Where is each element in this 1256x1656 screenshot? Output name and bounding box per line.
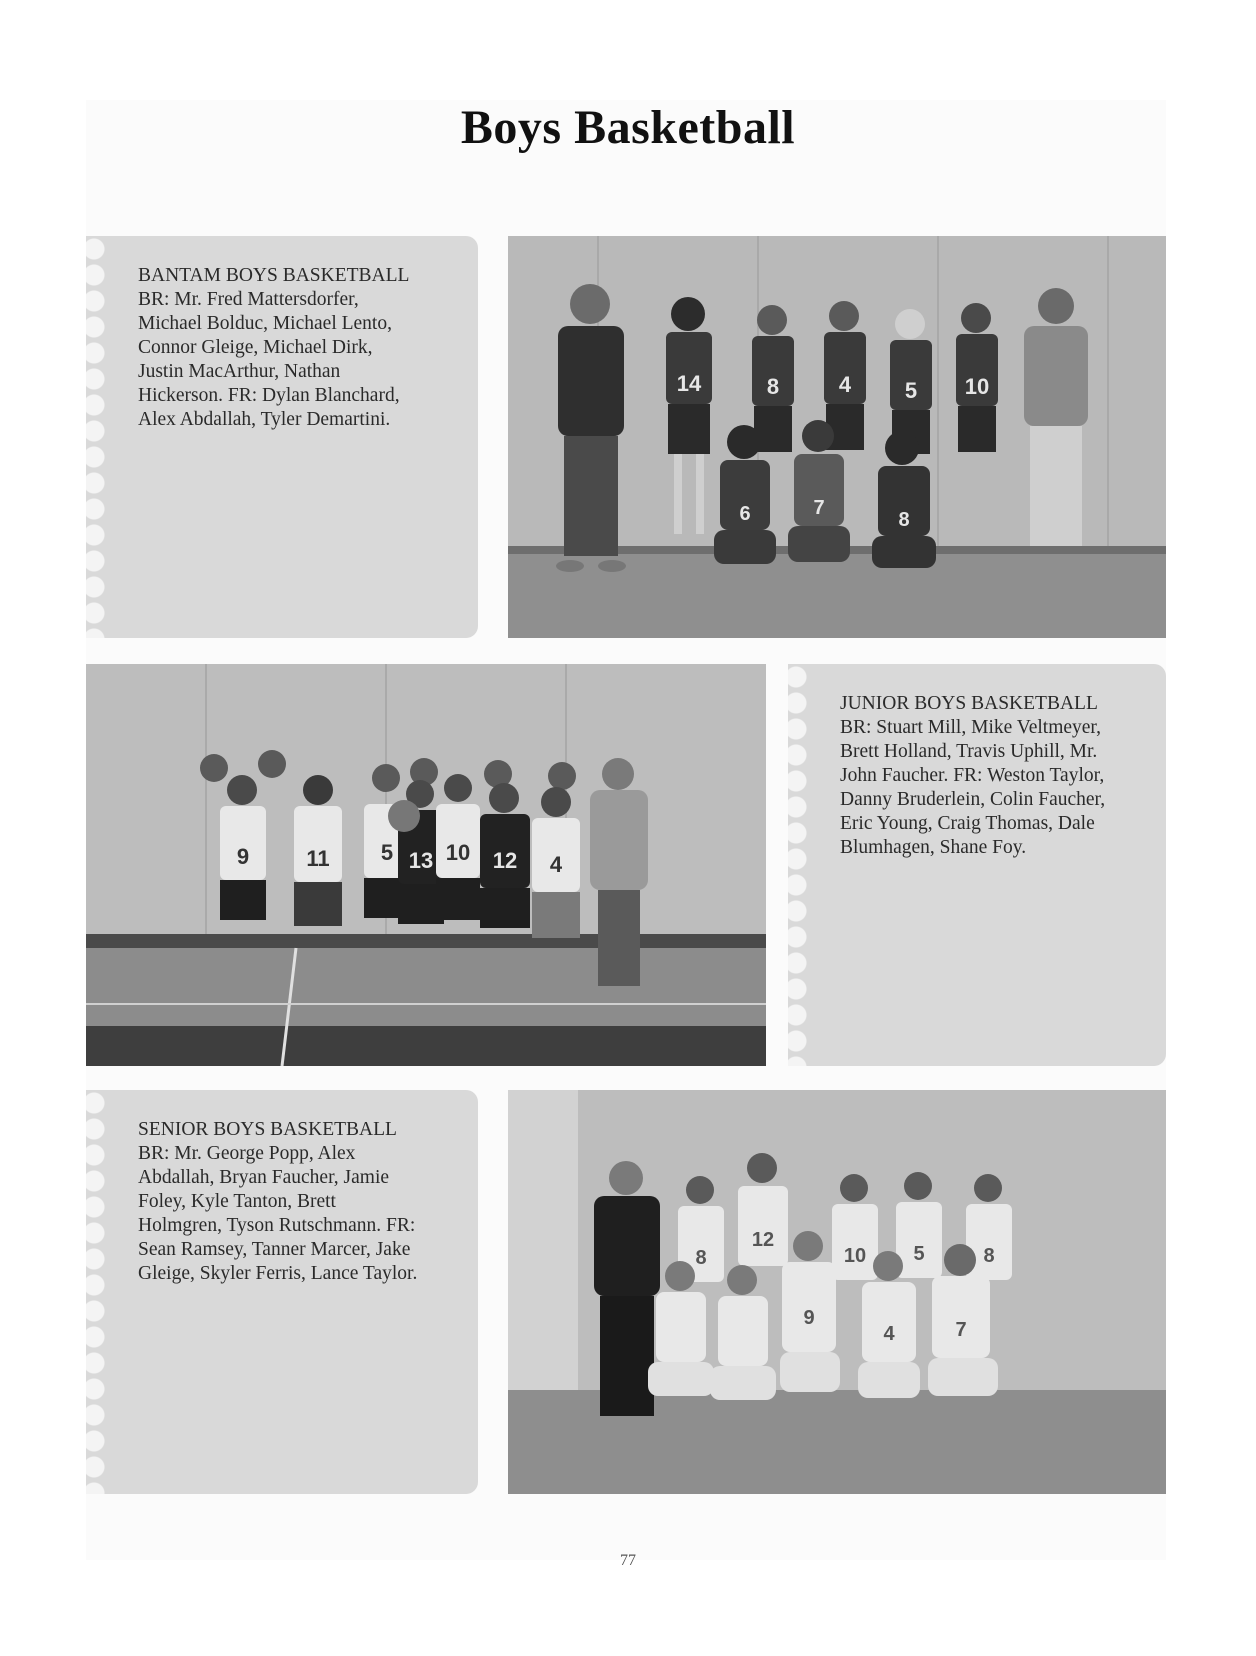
senior-team-photo xyxy=(508,1090,1166,1494)
jersey-number: 10 xyxy=(445,840,471,865)
jersey-number: 14 xyxy=(676,371,702,396)
caption-line: Michael Bolduc, Michael Lento, xyxy=(138,313,392,334)
bantam-caption-card xyxy=(86,236,478,638)
jersey-number: 5 xyxy=(380,840,394,865)
jersey-number: 11 xyxy=(306,846,330,871)
jersey-number: 7 xyxy=(813,497,825,519)
binder-holes xyxy=(86,1090,114,1494)
caption-line: Sean Ramsey, Tanner Marcer, Jake xyxy=(138,1239,411,1260)
caption-line: Gleige, Skyler Ferris, Lance Taylor. xyxy=(138,1263,418,1284)
jersey-number: 8 xyxy=(766,374,780,399)
jersey-number: 7 xyxy=(955,1319,967,1341)
binder-holes xyxy=(86,236,114,638)
jersey-number: 9 xyxy=(236,844,250,869)
caption-line: Connor Gleige, Michael Dirk, xyxy=(138,337,373,358)
bantam-heading: BANTAM BOYS BASKETBALL xyxy=(138,265,410,286)
binder-holes xyxy=(788,664,816,1066)
junior-team-photo xyxy=(86,664,766,1066)
caption-line: BR: Stuart Mill, Mike Veltmeyer, xyxy=(840,717,1102,738)
caption-line: Hickerson. FR: Dylan Blanchard, xyxy=(138,385,400,406)
caption-line: BR: Mr. George Popp, Alex xyxy=(138,1143,356,1164)
jersey-number: 10 xyxy=(964,374,990,399)
caption-line: Foley, Kyle Tanton, Brett xyxy=(138,1191,336,1212)
senior-caption-text xyxy=(138,1118,464,1286)
caption-line: BR: Mr. Fred Mattersdorfer, xyxy=(138,289,359,310)
caption-line: Alex Abdallah, Tyler Demartini. xyxy=(138,409,391,430)
jersey-number: 8 xyxy=(983,1245,995,1267)
jersey-number: 5 xyxy=(904,378,918,403)
jersey-number: 4 xyxy=(549,852,563,877)
jersey-number: 12 xyxy=(492,848,518,873)
junior-caption-card xyxy=(788,664,1166,1066)
jersey-number: 4 xyxy=(838,372,852,397)
caption-line: Justin MacArthur, Nathan xyxy=(138,361,341,382)
page-number: 77 xyxy=(620,1552,636,1569)
caption-line: Danny Bruderlein, Colin Faucher, xyxy=(840,789,1106,810)
jersey-number: 4 xyxy=(883,1323,895,1345)
caption-line: Holmgren, Tyson Rutschmann. FR: xyxy=(138,1215,416,1236)
jersey-number: 6 xyxy=(739,503,751,525)
bantam-caption-text xyxy=(138,264,464,432)
caption-line: Eric Young, Craig Thomas, Dale xyxy=(840,813,1095,834)
jersey-number: 10 xyxy=(843,1245,867,1267)
jersey-number: 13 xyxy=(408,848,434,873)
bantam-team-photo xyxy=(508,236,1166,638)
jersey-number: 12 xyxy=(751,1229,775,1251)
page-title: Boys Basketball xyxy=(460,101,796,154)
jersey-number: 8 xyxy=(695,1247,707,1269)
jersey-number: 8 xyxy=(898,509,910,531)
senior-caption-card xyxy=(86,1090,478,1494)
caption-line: Blumhagen, Shane Foy. xyxy=(840,837,1027,858)
caption-line: Brett Holland, Travis Uphill, Mr. xyxy=(840,741,1098,762)
senior-heading: SENIOR BOYS BASKETBALL xyxy=(138,1119,397,1140)
caption-line: Abdallah, Bryan Faucher, Jamie xyxy=(138,1167,390,1188)
jersey-number: 5 xyxy=(913,1243,925,1265)
jersey-number: 9 xyxy=(803,1307,815,1329)
junior-caption-text xyxy=(840,692,1152,860)
junior-heading: JUNIOR BOYS BASKETBALL xyxy=(840,693,1098,714)
caption-line: John Faucher. FR: Weston Taylor, xyxy=(840,765,1105,786)
